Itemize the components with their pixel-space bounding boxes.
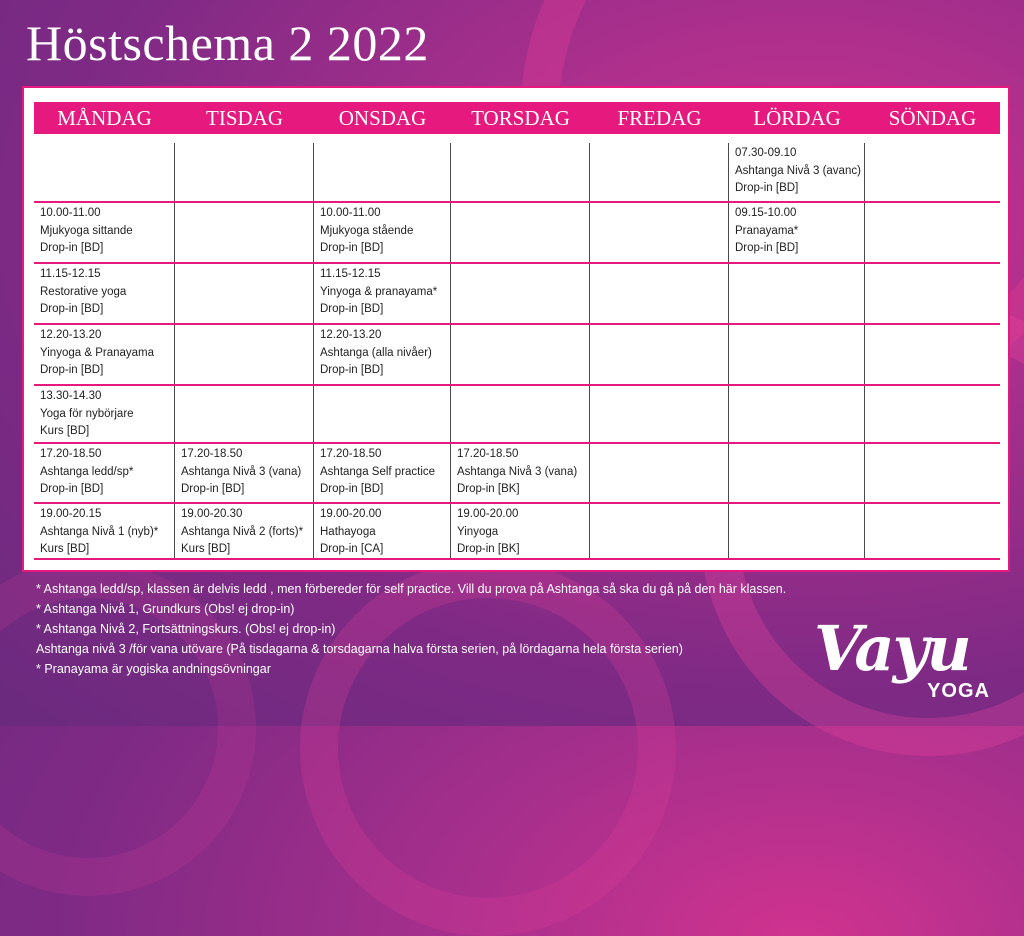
footnote: * Ashtanga Nivå 2, Fortsättningskurs. (Obs! ej drop-in) — [36, 622, 336, 636]
class-time: 17.20-18.50 — [320, 448, 382, 460]
class-name: Ashtanga Nivå 3 (avanc) — [735, 164, 861, 177]
class-slot — [34, 325, 175, 384]
class-type: Drop-in [BD] — [181, 483, 245, 495]
class-slot — [729, 143, 865, 201]
empty-slot — [175, 325, 314, 384]
class-name: Yinyoga & Pranayama — [40, 346, 155, 359]
schedule-row — [34, 264, 1000, 325]
empty-slot — [729, 444, 865, 502]
class-name: Ashtanga Self practice — [320, 465, 436, 478]
empty-slot — [729, 264, 865, 323]
empty-slot — [729, 386, 865, 442]
class-type: Drop-in [BD] — [320, 242, 384, 254]
empty-slot — [34, 143, 175, 201]
class-name: Ashtanga ledd/sp* — [40, 465, 134, 478]
class-type: Drop-in [BK] — [457, 483, 520, 495]
empty-slot — [590, 325, 729, 384]
class-slot — [314, 444, 451, 502]
day-header: TISDAG — [206, 106, 283, 130]
empty-slot — [590, 143, 729, 201]
schedule-row — [34, 444, 1000, 504]
class-slot — [34, 203, 175, 262]
class-slot — [314, 325, 451, 384]
schedule-grid — [34, 143, 1000, 560]
empty-slot — [590, 444, 729, 502]
empty-slot — [175, 203, 314, 262]
day-header: MÅNDAG — [57, 106, 152, 130]
class-type: Kurs [BD] — [40, 425, 90, 437]
page-title: Höstschema 2 2022 — [26, 15, 429, 71]
class-name: Restorative yoga — [40, 285, 127, 298]
empty-slot — [451, 143, 590, 201]
class-type: Drop-in [BK] — [457, 543, 520, 555]
empty-slot — [175, 143, 314, 201]
day-header: SÖNDAG — [888, 106, 977, 130]
empty-slot — [865, 264, 1000, 323]
class-name: Mjukyoga sittande — [40, 224, 133, 237]
empty-slot — [590, 203, 729, 262]
class-type: Kurs [BD] — [40, 543, 90, 555]
class-slot — [314, 504, 451, 558]
class-time: 09.15-10.00 — [735, 207, 797, 219]
class-name: Pranayama* — [735, 224, 799, 237]
empty-slot — [865, 143, 1000, 201]
empty-slot — [590, 504, 729, 558]
class-type: Drop-in [CA] — [320, 543, 384, 555]
class-time: 12.20-13.20 — [320, 329, 382, 341]
logo-sub: YOGA — [927, 680, 990, 702]
class-time: 19.00-20.00 — [457, 508, 519, 520]
schedule-row — [34, 143, 1000, 203]
class-time: 19.00-20.00 — [320, 508, 382, 520]
class-name: Yoga för nybörjare — [40, 407, 134, 420]
class-name: Hathayoga — [320, 525, 376, 538]
class-time: 17.20-18.50 — [181, 448, 243, 460]
empty-slot — [314, 143, 451, 201]
day-header: FREDAG — [617, 106, 702, 130]
class-time: 11.15-12.15 — [320, 268, 381, 280]
class-slot — [451, 444, 590, 502]
class-type: Drop-in [BD] — [320, 303, 384, 315]
class-time: 17.20-18.50 — [457, 448, 519, 460]
class-time: 07.30-09.10 — [735, 147, 797, 159]
class-time: 19.00-20.15 — [40, 508, 102, 520]
class-name: Yinyoga — [457, 525, 499, 538]
empty-slot — [451, 386, 590, 442]
class-slot — [729, 203, 865, 262]
class-time: 10.00-11.00 — [320, 207, 381, 219]
empty-slot — [451, 264, 590, 323]
vayu-yoga-logo — [810, 612, 1000, 708]
class-slot — [314, 203, 451, 262]
day-header: ONSDAG — [338, 106, 427, 130]
class-name: Ashtanga Nivå 3 (vana) — [457, 465, 578, 478]
empty-slot — [865, 444, 1000, 502]
day-header: LÖRDAG — [753, 106, 841, 130]
class-type: Drop-in [BD] — [320, 364, 384, 376]
class-slot — [314, 264, 451, 323]
empty-slot — [865, 386, 1000, 442]
class-name: Ashtanga Nivå 2 (forts)* — [181, 525, 304, 538]
footnotes — [36, 580, 826, 680]
schedule-card — [22, 86, 1010, 572]
class-slot — [34, 386, 175, 442]
class-type: Drop-in [BD] — [40, 242, 104, 254]
empty-slot — [865, 203, 1000, 262]
class-time: 10.00-11.00 — [40, 207, 101, 219]
class-type: Drop-in [BD] — [735, 182, 799, 194]
class-time: 17.20-18.50 — [40, 448, 102, 460]
class-type: Drop-in [BD] — [40, 483, 104, 495]
class-slot — [451, 504, 590, 558]
footnote: * Ashtanga ledd/sp, klassen är delvis ledd , men förbereder för self practice. Vill du prova på Ashtanga så ska du gå på den här klassen. — [36, 582, 787, 596]
empty-slot — [314, 386, 451, 442]
class-name: Ashtanga Nivå 1 (nyb)* — [40, 525, 159, 538]
class-type: Drop-in [BD] — [320, 483, 384, 495]
class-name: Yinyoga & pranayama* — [320, 285, 438, 298]
class-name: Mjukyoga stående — [320, 224, 414, 237]
class-type: Kurs [BD] — [181, 543, 231, 555]
empty-slot — [865, 504, 1000, 558]
empty-slot — [590, 264, 729, 323]
empty-slot — [451, 325, 590, 384]
class-slot — [34, 264, 175, 323]
footnote: Ashtanga nivå 3 /för vana utövare (På tisdagarna & torsdagarna halva första serien, på lördagarna hela första serien) — [36, 642, 683, 656]
class-time: 11.15-12.15 — [40, 268, 101, 280]
class-time: 19.00-20.30 — [181, 508, 243, 520]
schedule-row — [34, 203, 1000, 264]
empty-slot — [865, 325, 1000, 384]
empty-slot — [590, 386, 729, 442]
footnote: * Ashtanga Nivå 1, Grundkurs (Obs! ej drop-in) — [36, 602, 295, 616]
empty-slot — [729, 504, 865, 558]
empty-slot — [175, 386, 314, 442]
empty-slot — [451, 203, 590, 262]
class-slot — [34, 444, 175, 502]
schedule-row — [34, 504, 1000, 560]
class-type: Drop-in [BD] — [40, 364, 104, 376]
footnote: * Pranayama är yogiska andningsövningar — [36, 662, 271, 676]
empty-slot — [175, 264, 314, 323]
class-time: 13.30-14.30 — [40, 390, 102, 402]
logo-brand: Vayu — [814, 612, 970, 685]
schedule-row — [34, 325, 1000, 386]
empty-slot — [729, 325, 865, 384]
weekday-header — [34, 102, 1000, 134]
class-time: 12.20-13.20 — [40, 329, 102, 341]
class-type: Drop-in [BD] — [735, 242, 799, 254]
class-type: Drop-in [BD] — [40, 303, 104, 315]
class-slot — [175, 444, 314, 502]
day-header: TORSDAG — [471, 106, 570, 130]
class-slot — [175, 504, 314, 558]
class-name: Ashtanga Nivå 3 (vana) — [181, 465, 302, 478]
class-slot — [34, 504, 175, 558]
class-name: Ashtanga (alla nivåer) — [320, 346, 432, 359]
schedule-row — [34, 386, 1000, 444]
